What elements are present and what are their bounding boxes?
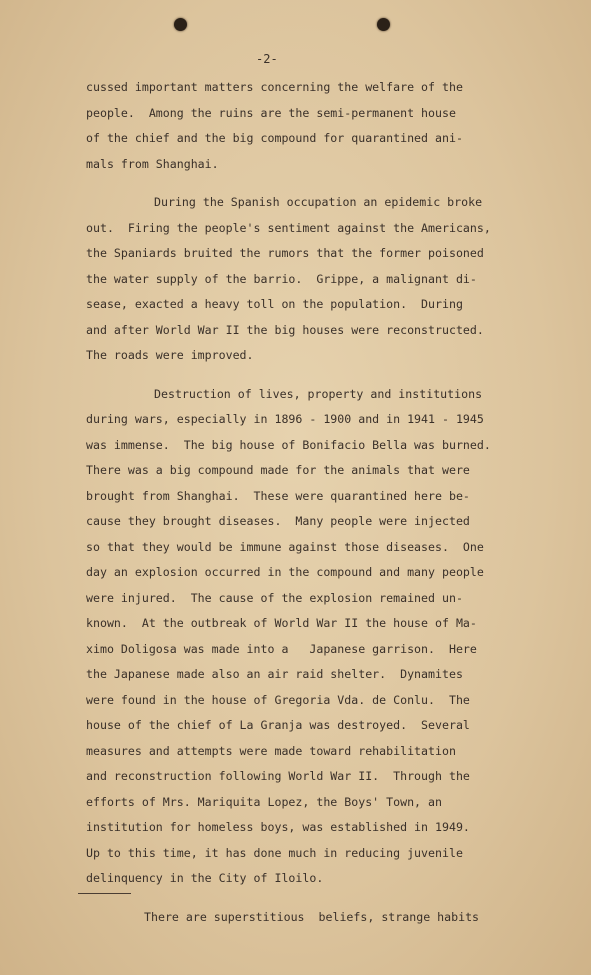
text-line: of the chief and the big compound for quarantined ani- <box>86 131 463 145</box>
punch-hole-right <box>377 18 390 31</box>
text-line: cussed important matters concerning the welfare of the <box>86 80 463 94</box>
text-line: measures and attempts were made toward rehabilitation <box>86 743 456 758</box>
body-text <box>86 75 556 930</box>
paragraph-gap <box>86 892 556 905</box>
text-line: the water supply of the barrio. Grippe, a malignant di- <box>86 271 477 286</box>
paragraph <box>86 905 556 931</box>
text-line: the Japanese made also an air raid shelter. Dynamites <box>86 667 463 681</box>
text-line: day an explosion occurred in the compound and many people <box>86 565 484 579</box>
text-line: during wars, especially in 1896 - 1900 and in 1941 - 1945 <box>86 412 484 426</box>
paragraph-gap <box>86 369 556 382</box>
text-line: out. Firing the people's sentiment against the Americans, <box>86 220 491 235</box>
text-line: There are superstitious beliefs, strange habits <box>144 909 480 924</box>
text-line: were found in the house of Gregoria Vda. de Conlu. The <box>86 692 470 707</box>
text-line: delinquency in the City of Iloilo. <box>86 871 324 885</box>
text-line: the Spaniards bruited the rumors that the former poisoned <box>86 246 484 260</box>
text-line: known. At the outbreak of World War II the house of Ma- <box>86 616 477 630</box>
text-line: The roads were improved. <box>86 348 254 362</box>
text-line: mals from Shanghai. <box>86 156 219 171</box>
page-number: -2- <box>256 52 278 66</box>
text-line: brought from Shanghai. These were quarantined here be- <box>86 488 470 503</box>
text-line: people. Among the ruins are the semi-permanent house <box>86 105 456 120</box>
paragraph <box>86 382 556 892</box>
text-line: There was a big compound made for the animals that were <box>86 463 470 477</box>
text-line: were injured. The cause of the explosion remained un- <box>86 590 463 605</box>
punch-hole-left <box>174 18 187 31</box>
text-line: and after World War II the big houses were reconstructed. <box>86 322 484 337</box>
text-line: house of the chief of La Granja was destroyed. Several <box>86 718 470 732</box>
text-line: Up to this time, it has done much in reducing juvenile <box>86 845 463 860</box>
text-line: sease, exacted a heavy toll on the population. During <box>86 297 463 311</box>
text-line: cause they brought diseases. Many people were injected <box>86 514 470 528</box>
text-line: ximo Doligosa was made into a Japanese garrison. Here <box>86 641 477 656</box>
text-line: efforts of Mrs. Mariquita Lopez, the Boys' Town, an <box>86 794 442 809</box>
margin-dash <box>78 893 131 894</box>
text-line: so that they would be immune against those diseases. One <box>86 539 484 554</box>
text-line: During the Spanish occupation an epidemic broke <box>154 195 483 209</box>
paragraph <box>86 190 556 369</box>
text-line: was immense. The big house of Bonifacio Bella was burned. <box>86 437 491 452</box>
text-line: and reconstruction following World War II. Through the <box>86 769 470 783</box>
paragraph <box>86 75 556 177</box>
paragraph-gap <box>86 177 556 190</box>
text-line: Destruction of lives, property and institutions <box>154 386 483 401</box>
text-line: institution for homeless boys, was established in 1949. <box>86 820 470 834</box>
